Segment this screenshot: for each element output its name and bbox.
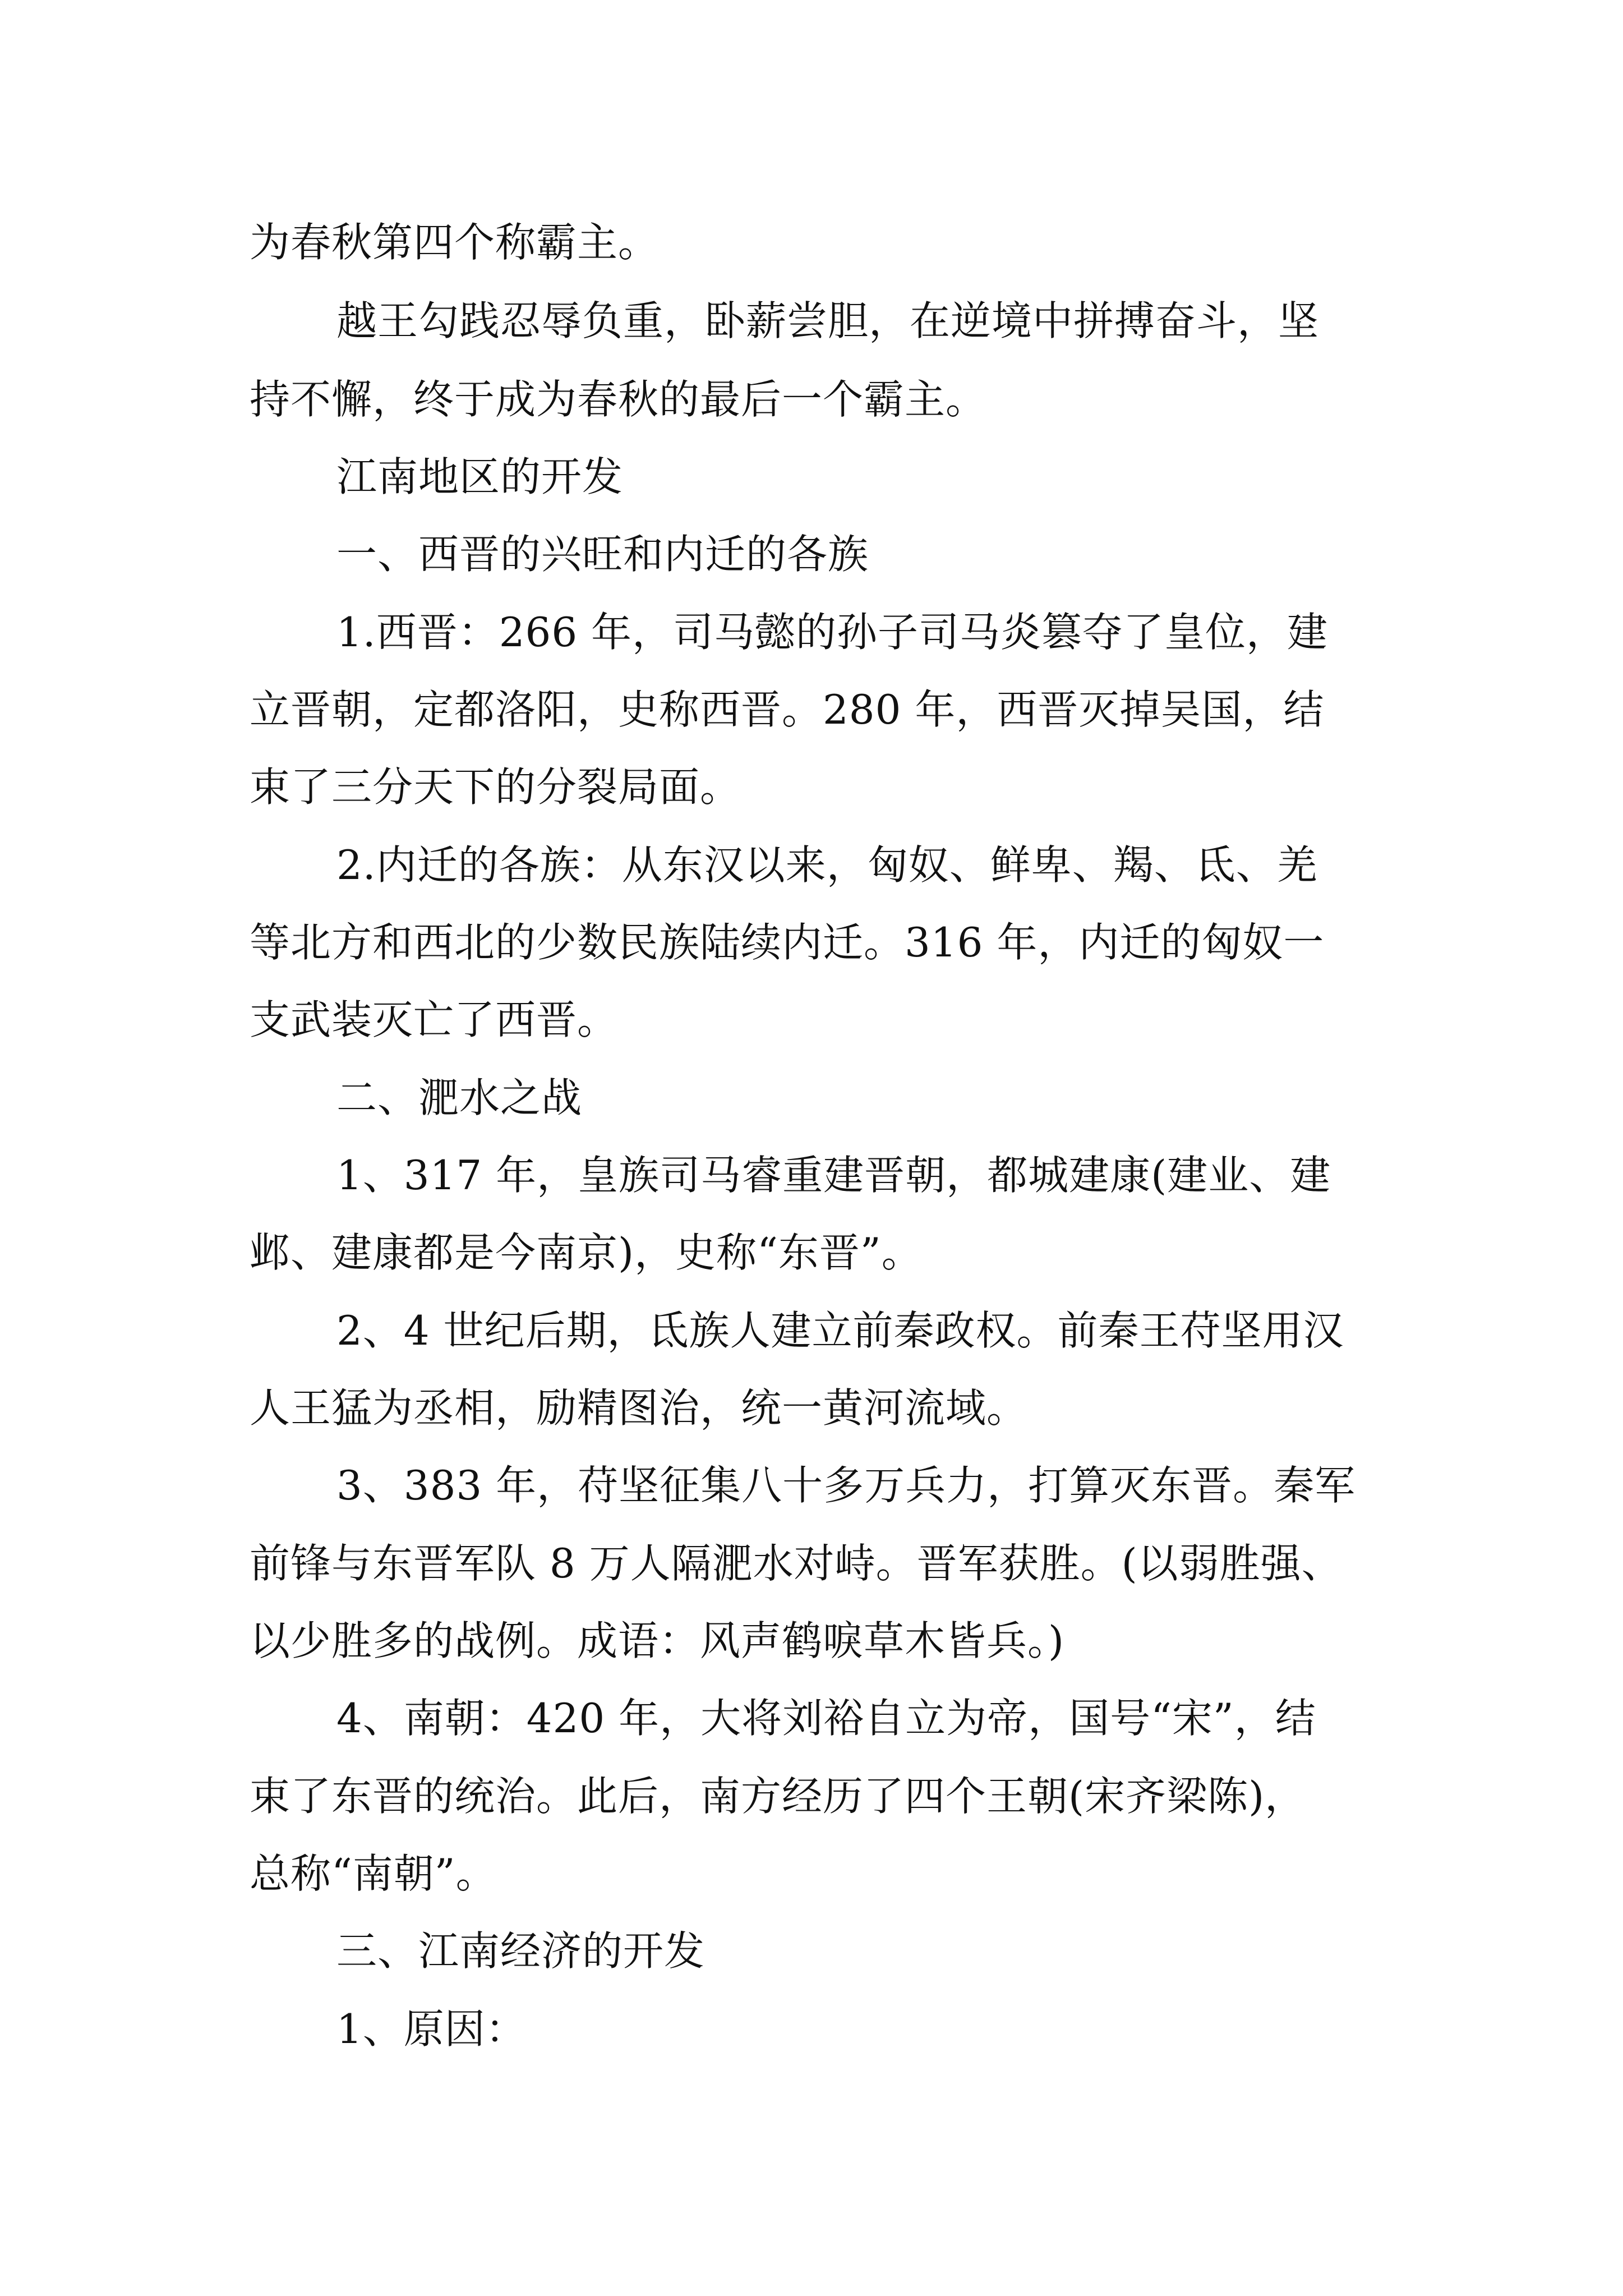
text-line: 二、淝水之战 bbox=[336, 1074, 583, 1121]
text-line: 2、4 世纪后期，氐族人建立前秦政权。前秦王苻坚用汉 bbox=[336, 1307, 1344, 1354]
text-line: 束了三分天下的分裂局面。 bbox=[250, 763, 741, 811]
text-line: 1、317 年，皇族司马睿重建晋朝，都城建康(建业、建 bbox=[336, 1152, 1331, 1199]
text-line: 三、江南经济的开发 bbox=[336, 1927, 706, 1975]
text-line: 束了东晋的统治。此后，南方经历了四个王朝(宋齐梁陈)， bbox=[250, 1773, 1306, 1820]
text-line: 4、南朝：420 年，大将刘裕自立为帝，国号“宋”，结 bbox=[336, 1695, 1316, 1742]
text-line: 总称“南朝”。 bbox=[250, 1850, 497, 1897]
text-line: 越王勾践忍辱负重，卧薪尝胆，在逆境中拼搏奋斗，坚 bbox=[336, 297, 1320, 344]
text-line: 1、原因： bbox=[336, 2005, 527, 2053]
text-line: 为春秋第四个称霸主。 bbox=[250, 219, 660, 266]
text-line: 3、383 年，苻坚征集八十多万兵力，打算灭东晋。秦军 bbox=[336, 1462, 1356, 1509]
text-line: 邺、建康都是今南京)，史称“东晋”。 bbox=[250, 1229, 923, 1276]
text-line: 立晋朝，定都洛阳，史称西晋。280 年，西晋灭掉吴国，结 bbox=[250, 686, 1325, 733]
text-line: 等北方和西北的少数民族陆续内迁。316 年，内迁的匈奴一 bbox=[250, 919, 1325, 966]
text-line: 1.西晋：266 年，司马懿的孙子司马炎篡夺了皇位，建 bbox=[336, 609, 1329, 656]
text-line: 2.内迁的各族：从东汉以来，匈奴、鲜卑、羯、氐、羌 bbox=[336, 841, 1318, 889]
text-line: 以少胜多的战例。成语：风声鹤唳草木皆兵。) bbox=[250, 1617, 1065, 1664]
text-line: 支武装灭亡了西晋。 bbox=[250, 996, 619, 1043]
text-line: 持不懈，终于成为春秋的最后一个霸主。 bbox=[250, 376, 987, 423]
text-line: 人王猛为丞相，励精图治，统一黄河流域。 bbox=[250, 1384, 1028, 1432]
text-line: 前锋与东晋军队 8 万人隔淝水对峙。晋军获胜。(以弱胜强、 bbox=[250, 1540, 1343, 1587]
text-line: 一、西晋的兴旺和内迁的各族 bbox=[336, 531, 869, 578]
text-line: 江南地区的开发 bbox=[336, 453, 624, 500]
